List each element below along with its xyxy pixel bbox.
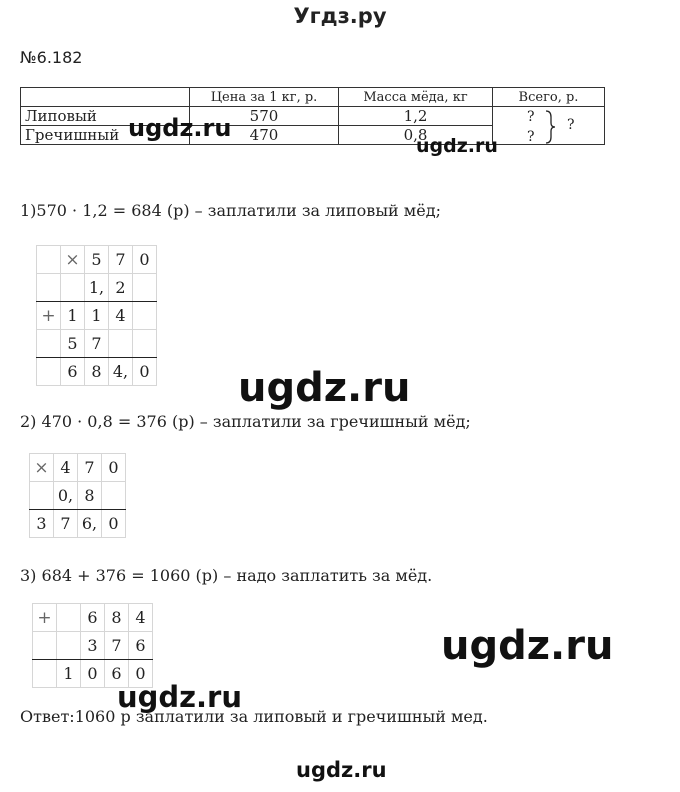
grid-cell: + (37, 302, 61, 330)
row-total: ? (527, 129, 535, 145)
grid-cell (37, 274, 61, 302)
given-data-table (20, 87, 605, 145)
grid-cell: × (61, 246, 85, 274)
problem-number: №6.182 (20, 48, 83, 67)
grid-cell (102, 482, 126, 510)
grid-cell (57, 604, 81, 632)
grid-cell: 4 (129, 604, 153, 632)
grid-cell: 4 (54, 454, 78, 482)
grid-cell: 7 (105, 632, 129, 660)
grid-cell (33, 632, 57, 660)
row-name: Гречишный (21, 126, 190, 145)
grid-cell (57, 632, 81, 660)
grid-cell (33, 660, 57, 688)
curly-brace-icon (543, 109, 557, 145)
grid-cell: 6 (129, 632, 153, 660)
step-2-calculation-grid (29, 453, 126, 538)
grid-cell: 1 (57, 660, 81, 688)
grid-cell: 6 (61, 358, 85, 386)
grid-cell: 5 (61, 330, 85, 358)
grid-cell (133, 330, 157, 358)
totals-cell (493, 107, 605, 145)
grid-cell (37, 358, 61, 386)
grid-cell: 0 (102, 454, 126, 482)
grid-cell (37, 246, 61, 274)
row-price: 470 (190, 126, 339, 145)
grid-cell: 7 (109, 246, 133, 274)
grid-cell: 7 (54, 510, 78, 538)
grid-cell: 4 (109, 302, 133, 330)
grid-cell: 3 (81, 632, 105, 660)
grid-cell (30, 482, 54, 510)
watermark: ugdz.ru (128, 114, 232, 142)
grid-cell: 0 (102, 510, 126, 538)
grid-cell (37, 330, 61, 358)
grid-cell: 0 (133, 358, 157, 386)
watermark: ugdz.ru (117, 680, 243, 714)
watermark: ugdz.ru (296, 758, 387, 782)
grid-cell (109, 330, 133, 358)
grid-cell (61, 274, 85, 302)
step-3-calculation-grid (32, 603, 153, 688)
table-header-cell (21, 88, 190, 107)
grid-cell: 8 (105, 604, 129, 632)
grid-cell: 4, (109, 358, 133, 386)
row-name: Липовый (21, 107, 190, 126)
grid-cell: 5 (85, 246, 109, 274)
grid-cell: 8 (78, 482, 102, 510)
table-header-cell: Всего, р. (493, 88, 605, 107)
grid-cell: 2 (109, 274, 133, 302)
row-mass: 1,2 (339, 107, 493, 126)
watermark: ugdz.ru (416, 135, 498, 157)
grid-cell: 0, (54, 482, 78, 510)
table-header-cell: Цена за 1 кг, р. (190, 88, 339, 107)
table-row (21, 107, 605, 126)
table-header-row (21, 88, 605, 107)
grid-cell (133, 302, 157, 330)
combined-total: ? (567, 117, 575, 133)
grid-cell (133, 274, 157, 302)
grid-cell: 8 (85, 358, 109, 386)
table-header-cell: Масса мёда, кг (339, 88, 493, 107)
grid-cell: 1 (61, 302, 85, 330)
grid-cell: 7 (85, 330, 109, 358)
step-2-text: 2) 470 · 0,8 = 376 (р) – заплатили за гречишный мёд; (20, 412, 471, 431)
watermark: ugdz.ru (238, 365, 411, 411)
grid-cell: × (30, 454, 54, 482)
grid-cell: 1 (85, 302, 109, 330)
row-total: ? (527, 109, 535, 125)
grid-cell: 1, (85, 274, 109, 302)
grid-cell: 0 (129, 660, 153, 688)
grid-cell: 7 (78, 454, 102, 482)
step-1-calculation-grid (36, 245, 157, 386)
grid-cell: 6 (105, 660, 129, 688)
site-title: Угдз.ру (293, 4, 387, 28)
answer-text: Ответ:1060 р заплатили за липовый и гречишный мед. (20, 707, 488, 726)
watermark: ugdz.ru (441, 623, 614, 669)
row-price: 570 (190, 107, 339, 126)
grid-cell: 6 (81, 604, 105, 632)
grid-cell: 0 (133, 246, 157, 274)
grid-cell: 0 (81, 660, 105, 688)
step-1-text: 1)570 · 1,2 = 684 (р) – заплатили за липовый мёд; (20, 201, 441, 220)
grid-cell: 6, (78, 510, 102, 538)
grid-cell: 3 (30, 510, 54, 538)
grid-cell: + (33, 604, 57, 632)
step-3-text: 3) 684 + 376 = 1060 (р) – надо заплатить за мёд. (20, 566, 433, 585)
row-mass: 0,8 (339, 126, 493, 145)
